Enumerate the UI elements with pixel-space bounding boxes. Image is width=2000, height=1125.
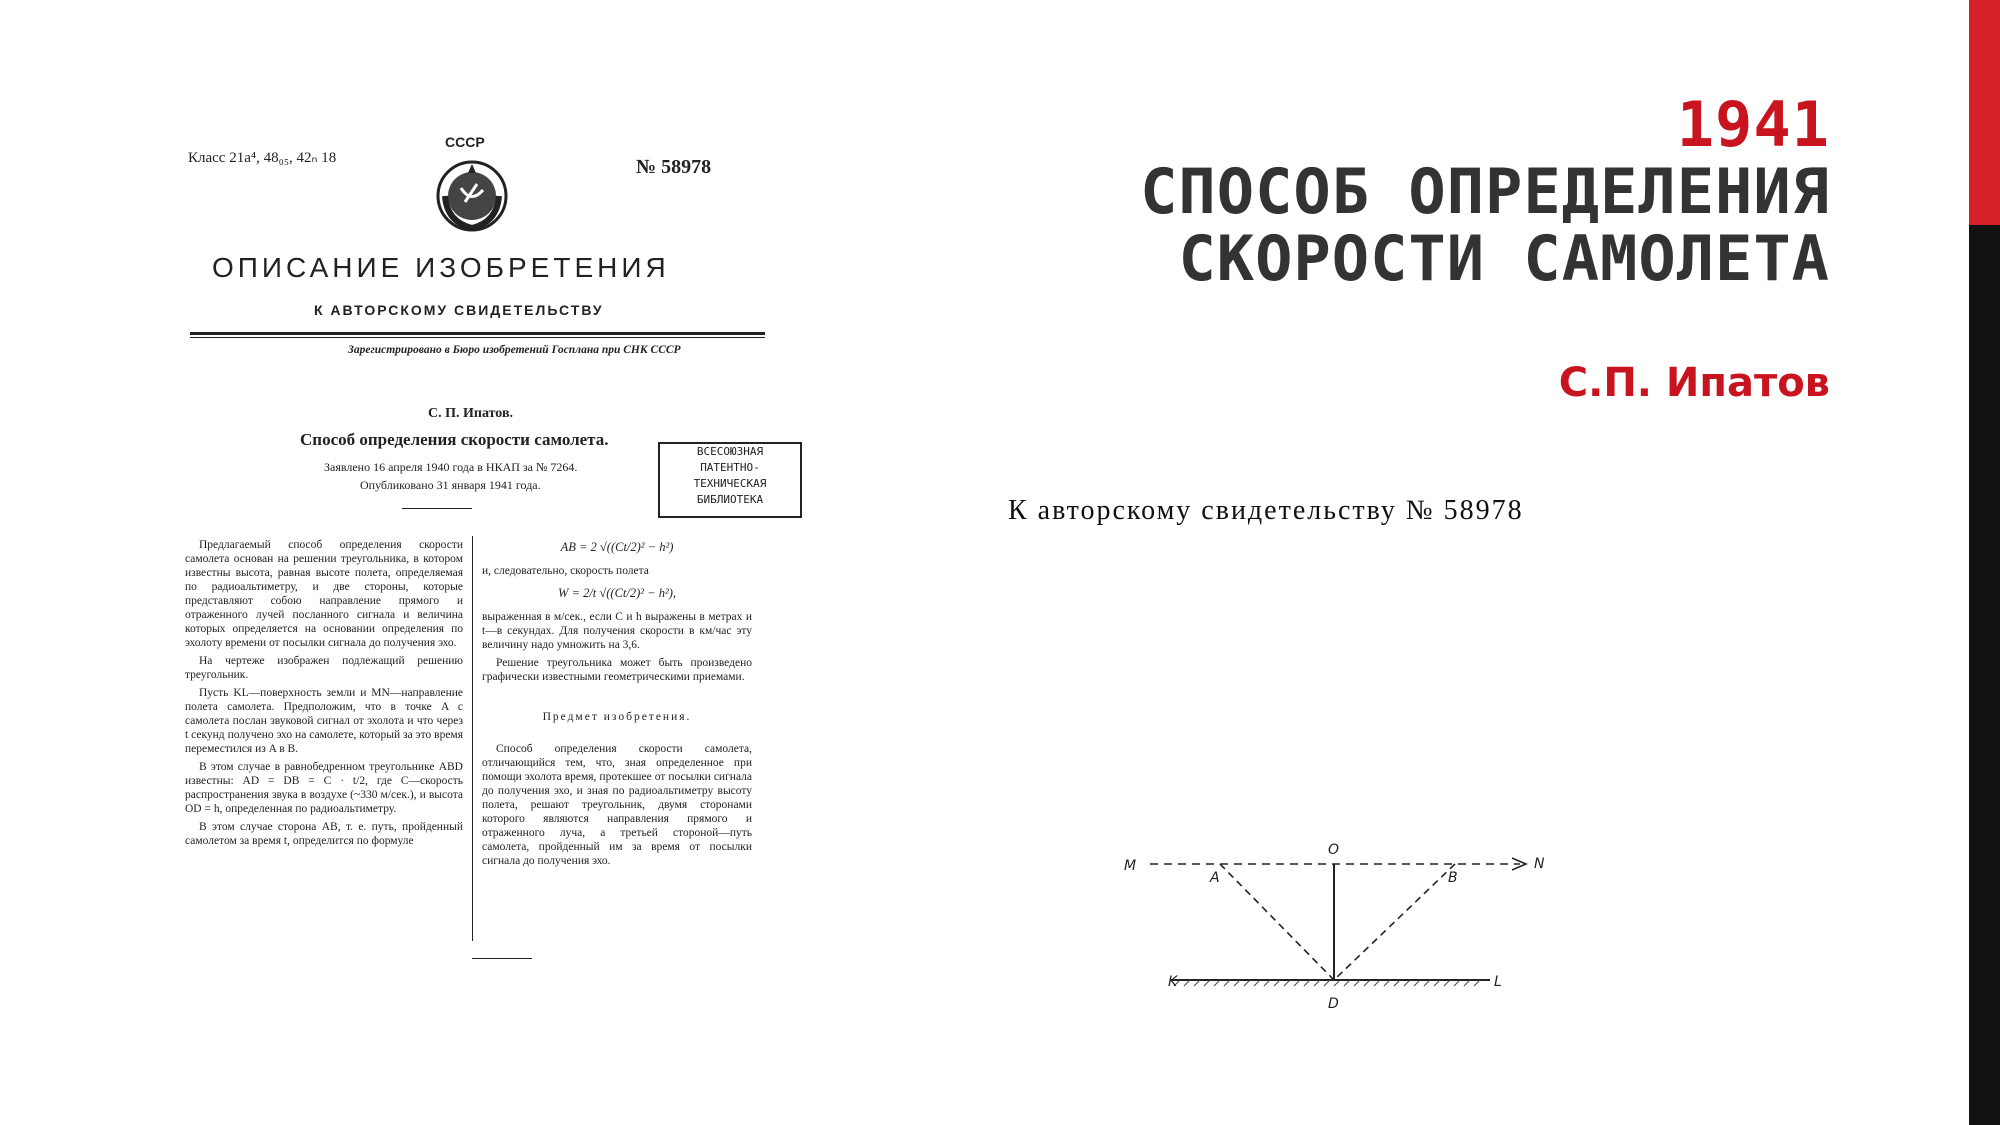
triangle-diagram	[1110, 830, 1570, 1030]
patent-title: Способ определения скорости самолета.	[300, 430, 609, 449]
slide-title-line1: СПОСОБ ОПРЕДЕЛЕНИЯ	[1140, 155, 1830, 228]
ray-db	[1334, 864, 1455, 980]
column-divider	[472, 536, 473, 941]
claim-heading: Предмет изобретения.	[542, 711, 692, 723]
stamp-line: БИБЛИОТЕКА	[696, 493, 764, 506]
slide-title-line2: СКОРОСТИ САМОЛЕТА	[1178, 222, 1830, 295]
formula-w: W = 2/t √((Ct/2)² − h²),	[557, 586, 677, 600]
year-heading: 1941	[1676, 88, 1830, 161]
footer-rule	[472, 958, 532, 959]
patent-number: № 58978	[636, 156, 712, 178]
author-name: С.П. Ипатов	[1558, 360, 1830, 406]
header-rule	[190, 332, 765, 335]
patent-column-left	[185, 538, 463, 848]
accent-bar-black	[1969, 225, 2000, 1125]
label-d: D	[1328, 996, 1339, 1012]
label-k: K	[1168, 974, 1178, 990]
label-l: L	[1494, 974, 1502, 990]
patent-published: Опубликовано 31 января 1941 года.	[360, 478, 541, 492]
patent-doc-subtitle: К АВТОРСКОМУ СВИДЕТЕЛЬСТВУ	[314, 302, 604, 318]
stamp-line: ВСЕСОЮЗНАЯ	[696, 445, 764, 458]
patent-column-right	[482, 538, 752, 868]
paragraph: Предлагаемый способ определения скорости самолета основан на решении треугольника, в котором известны высота, равная высоте полета, определяемая по радиоальтиметру, и две стороны, которые представляют собою направление прямого и отраженного лучей посланного сигнала и величина которых определяется на основании определения по эхолоту времени от посылки сигнала до получения эхо.	[185, 539, 463, 649]
paragraph: В этом случае сторона AB, т. е. путь, пройденный самолетом за время t, определится по формуле	[185, 821, 463, 847]
library-stamp	[658, 442, 802, 518]
drawing-caption: К авторскому свидетельству № 58978	[1008, 495, 1524, 526]
label-b: B	[1448, 870, 1458, 886]
paragraph: Пусть KL—поверхность земли и MN—направление полета самолета. Предположим, что в точке A с самолета послан звуковой сигнал от эхолота и что через t секунд получено эхо на самолете, который за это время переместился из A в B.	[185, 687, 463, 755]
patent-class: Класс 21a⁴, 48₀₅, 42ₙ 18	[188, 150, 337, 166]
paragraph: В этом случае в равнобедренном треугольнике ABD известны: AD = DB = C · t/2, где C—скорость распространения звука в воздухе (~330 м/сек.), и высота OD = h, определенная по радиоальтиметру.	[185, 761, 463, 815]
patent-country: СССР	[445, 134, 485, 150]
label-o: O	[1328, 842, 1340, 858]
paragraph: выраженная в м/сек., если C и h выражены в метрах и t—в секундах. Для получения скорости в км/час эту величину надо умножить на 3,6.	[482, 611, 752, 651]
paragraph: и, следовательно, скорость полета	[482, 565, 649, 577]
patent-doc-title: ОПИСАНИЕ ИЗОБРЕТЕНИЯ	[212, 252, 670, 283]
ray-ad	[1220, 864, 1334, 980]
claim-text: Способ определения скорости самолета, отличающийся тем, что, зная определенное при помощи эхолота время, протекшее от посылки сигнала до получения эхо, и зная по радиоальтиметру высоту полета, решают треугольник, двумя сторонами которого являются направления прямого и отраженного луча, а третьей стороной—путь самолета, пройденный им за время от посылки сигнала до получения эхо.	[482, 743, 752, 867]
paragraph: Решение треугольника может быть произведено графически известными геометрическими приемами.	[482, 657, 752, 683]
formula-ab: AB = 2 √((Ct/2)² − h²)	[560, 540, 674, 554]
ussr-emblem-icon	[433, 156, 511, 234]
accent-bar-red	[1969, 0, 2000, 225]
paragraph: На чертеже изображен подлежащий решению треугольник.	[185, 655, 463, 681]
stamp-line: ТЕХНИЧЕСКАЯ	[693, 477, 767, 490]
patent-author: С. П. Ипатов.	[428, 406, 513, 421]
label-m: M	[1124, 858, 1137, 874]
short-rule	[402, 508, 472, 509]
patent-filed: Заявлено 16 апреля 1940 года в НКАП за № 7264.	[324, 460, 578, 474]
header-rule-thin	[190, 337, 765, 338]
patent-registered: Зарегистрировано в Бюро изобретений Госплана при СНК СССР	[348, 344, 681, 356]
patent-document	[150, 120, 790, 980]
stamp-line: ПАТЕНТНО-	[700, 461, 760, 474]
label-n: N	[1534, 856, 1545, 872]
label-a: A	[1210, 870, 1220, 886]
